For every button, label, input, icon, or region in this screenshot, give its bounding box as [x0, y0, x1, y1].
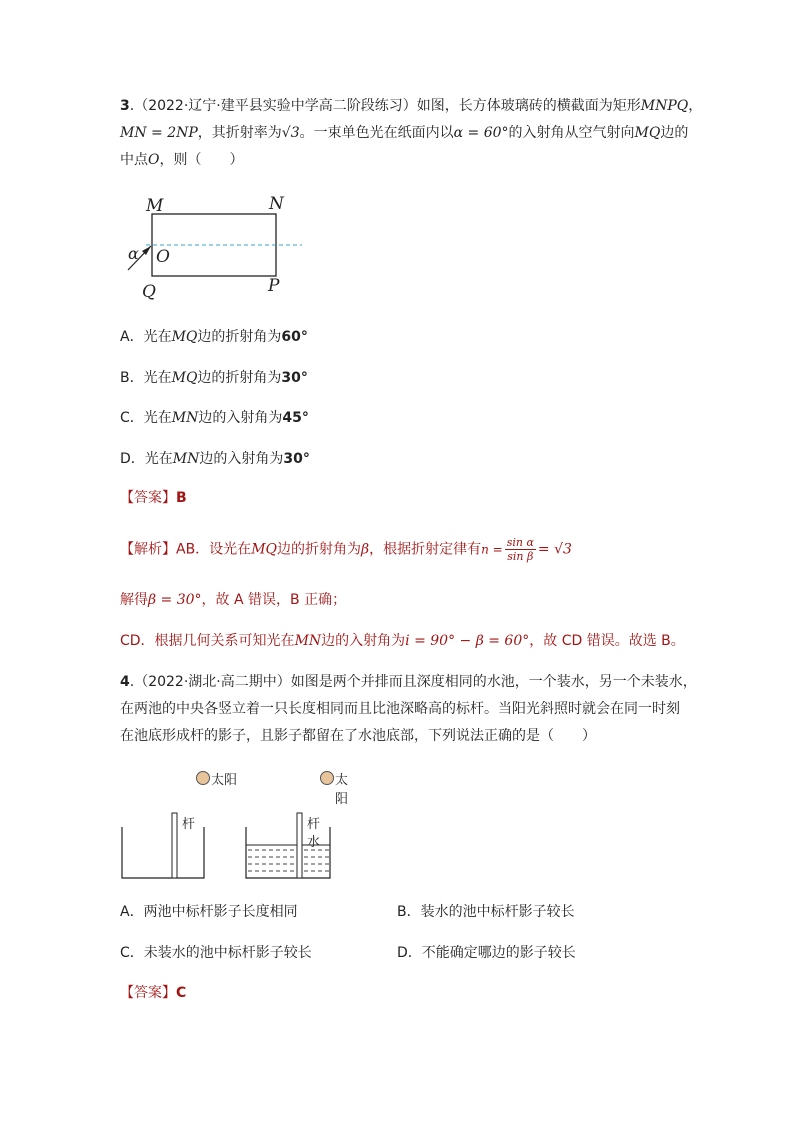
label-alpha: α [128, 244, 139, 263]
q4-figure [120, 765, 360, 885]
empty-pool [122, 827, 204, 878]
label-n: N [269, 194, 284, 214]
pole2-label: 杆 [307, 817, 321, 832]
pole-left [172, 813, 177, 878]
q4-stem-line1: 4.（2022·湖北·高二期中）如图是两个并排而且深度相同的水池，一个装水，另一个未装水， [120, 674, 697, 690]
sin-fraction: $\frac{\text{sin α}}{\text{sin β}}$ [506, 536, 534, 563]
q3-option-c[interactable]: C．光在MN边的入射角为45° [120, 410, 309, 426]
q3-option-d[interactable]: D．光在MN边的入射角为30° [120, 451, 310, 467]
q3-answer: 【答案】B [120, 490, 187, 506]
q3-stem-line1: 3.（2022·辽宁·建平县实验中学高二阶段练习）如图，长方体玻璃砖的横截面为矩形MNPQ， [120, 98, 703, 114]
q3-option-b[interactable]: B．光在MQ边的折射角为30° [120, 370, 308, 386]
pole-right [297, 813, 302, 878]
q3-figure [120, 190, 320, 305]
q3-source: （2022·辽宁·建平县实验中学高二阶段练习） [134, 98, 417, 114]
q4-answer: 【答案】C [120, 985, 187, 1001]
label-q: Q [142, 282, 156, 302]
q3-stem-line2: MN = 2NP，其折射率为√3。一束单色光在纸面内以α = 60°的入射角从空气射向MQ边的 [120, 125, 689, 141]
water-label: 水 [307, 835, 321, 850]
q3-analysis-line1: 【解析】AB．设光在MQ边的折射角为β，根据折射定律有n = $\frac{\text{sin α}}{\text{sin β}}$ = √3 [120, 536, 572, 563]
q3-number: 3 [120, 98, 130, 114]
q3-analysis-line2: 解得β = 30°，故 A 错误，B 正确； [120, 592, 347, 608]
q4-option-c[interactable]: C．未装水的池中标杆影子较长 [120, 945, 312, 961]
q4-option-b[interactable]: B．装水的池中标杆影子较长 [397, 904, 575, 920]
label-p: P [268, 276, 280, 296]
q3-analysis-line3: CD．根据几何关系可知光在MN边的入射角为i = 90° − β = 60°，故 CD 错误。故选 B。 [120, 633, 685, 649]
q4-stem-line3: 在池底形成杆的影子，且影子都留在了水池底部，下列说法正确的是（ ） [120, 728, 596, 744]
q4-stem-line2: 在两池的中央各竖立着一只长度相同而且比池深略高的标杆。当阳光斜照时就会在同一时刻 [120, 701, 680, 717]
q4-option-d[interactable]: D．不能确定哪边的影子较长 [397, 945, 576, 961]
label-m: M [146, 196, 164, 216]
q4-source: （2022·湖北·高二期中） [134, 674, 291, 690]
sun1-label: 太阳 [211, 773, 238, 788]
sun2-label: 太阳 [335, 773, 349, 807]
q3-option-a[interactable]: A．光在MQ边的折射角为60° [120, 329, 308, 345]
water-fill [248, 850, 330, 871]
label-o: O [156, 247, 170, 267]
q4-number: 4 [120, 674, 130, 690]
q4-option-a[interactable]: A．两池中标杆影子长度相同 [120, 904, 298, 920]
pools-diagram [120, 765, 360, 885]
q3-stem-line3: 中点O，则（ ） [120, 152, 244, 168]
pole1-label: 杆 [182, 817, 196, 832]
